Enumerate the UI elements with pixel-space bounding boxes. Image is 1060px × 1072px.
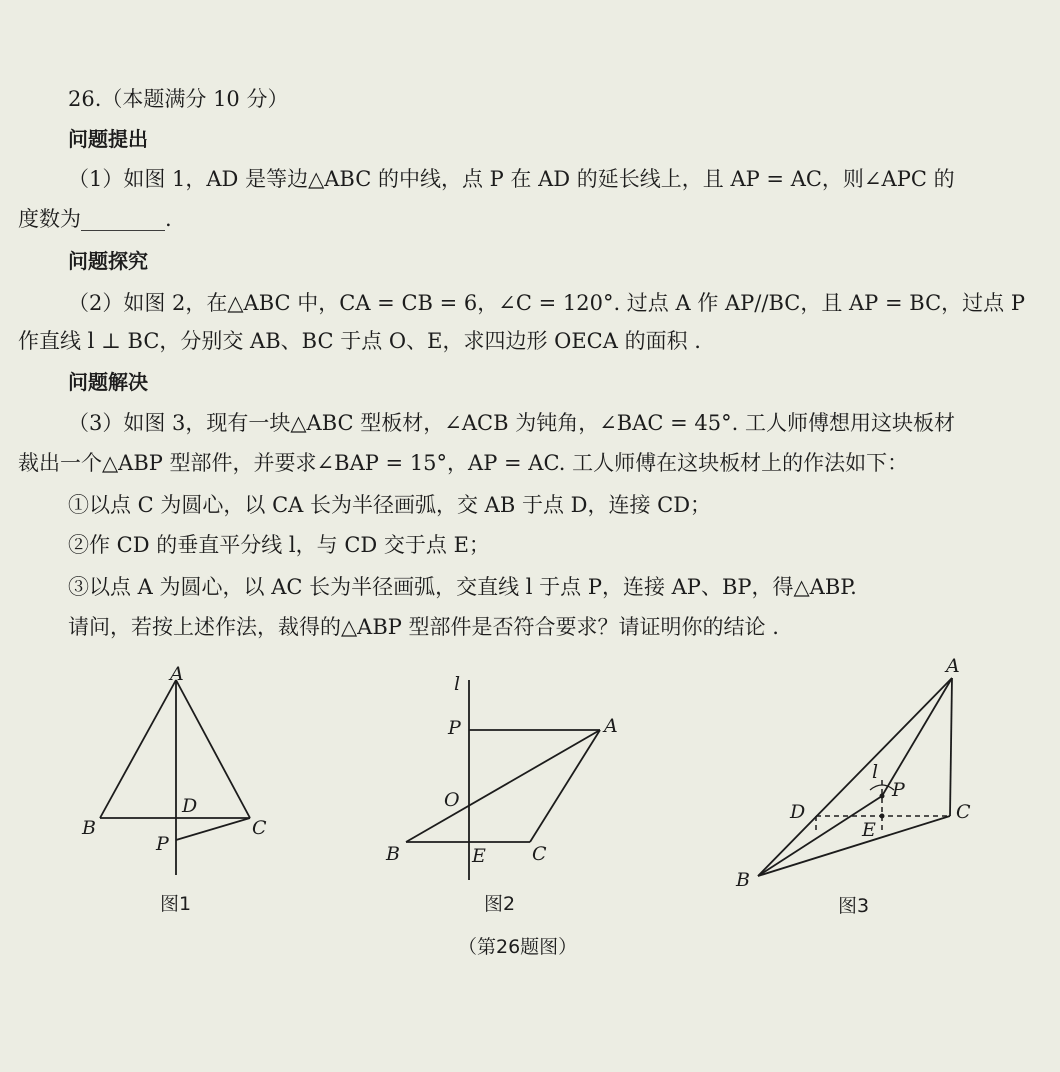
label-B: B	[386, 843, 400, 865]
point-E	[880, 814, 885, 819]
section-title-raise: 问题提出	[68, 127, 148, 151]
label-P: P	[892, 779, 905, 801]
point-P	[880, 794, 885, 799]
figure-2	[380, 670, 640, 930]
question-1-line-2: 度数为________.	[18, 207, 172, 231]
segment-PC	[176, 818, 250, 840]
question-2-line-2: 作直线 l ⊥ BC，分别交 AB、BC 于点 O、E，求四边形 OECA 的面积 .	[18, 329, 701, 353]
question-3-line-1: （3）如图 3，现有一块△ABC 型板材，∠ACB 为钝角，∠BAC = 45°. 工人师傅想用这块板材	[68, 411, 955, 435]
construction-step-2: ②作 CD 的垂直平分线 l，与 CD 交于点 E；	[68, 533, 490, 557]
label-E: E	[862, 819, 876, 841]
question-3-prompt: 请问，若按上述作法，裁得的△ABP 型部件是否符合要求？请证明你的结论 .	[68, 615, 779, 639]
segment-AB	[406, 730, 600, 842]
label-C: C	[956, 801, 971, 823]
figure-1-caption: 图1	[160, 893, 192, 915]
label-l: l	[454, 673, 461, 695]
section-title-solve: 问题解决	[68, 370, 148, 394]
label-A: A	[170, 663, 184, 685]
problem-header: 26.（本题满分 10 分）	[68, 87, 289, 111]
question-3-line-2: 裁出一个△ABP 型部件，并要求∠BAP = 15°，AP = AC. 工人师傅在这块板材上的作法如下：	[18, 451, 909, 475]
label-O: O	[444, 789, 460, 811]
label-l: l	[872, 761, 879, 783]
segment-AC	[950, 678, 952, 816]
label-A: A	[604, 715, 618, 737]
segment-AB	[100, 680, 176, 818]
figure-3	[730, 650, 990, 930]
label-C: C	[532, 843, 547, 865]
question-2-line-1: （2）如图 2，在△ABC 中，CA = CB = 6，∠C = 120°. 过点 A 作 AP//BC，且 AP = BC，过点 P	[68, 291, 1025, 315]
label-D: D	[790, 801, 806, 823]
figure-2-caption: 图2	[484, 893, 516, 915]
figures-group-caption: （第26题图）	[458, 936, 578, 958]
label-B: B	[736, 869, 750, 891]
question-1-line-1: （1）如图 1，AD 是等边△ABC 的中线，点 P 在 AD 的延长线上，且 AP = AC，则∠APC 的	[68, 167, 955, 191]
label-C: C	[252, 817, 267, 839]
construction-step-1: ①以点 C 为圆心，以 CA 长为半径画弧，交 AB 于点 D，连接 CD；	[68, 493, 712, 517]
label-P: P	[156, 833, 169, 855]
section-title-explore: 问题探究	[68, 249, 148, 273]
label-E: E	[472, 845, 486, 867]
label-P: P	[448, 717, 461, 739]
figure-1	[70, 660, 290, 930]
figure-3-caption: 图3	[838, 895, 870, 917]
label-B: B	[82, 817, 96, 839]
label-D: D	[182, 795, 198, 817]
label-A: A	[946, 655, 960, 677]
construction-step-3: ③以点 A 为圆心，以 AC 长为半径画弧，交直线 l 于点 P，连接 AP、BP，得△ABP.	[68, 575, 857, 599]
segment-CA	[530, 730, 600, 842]
